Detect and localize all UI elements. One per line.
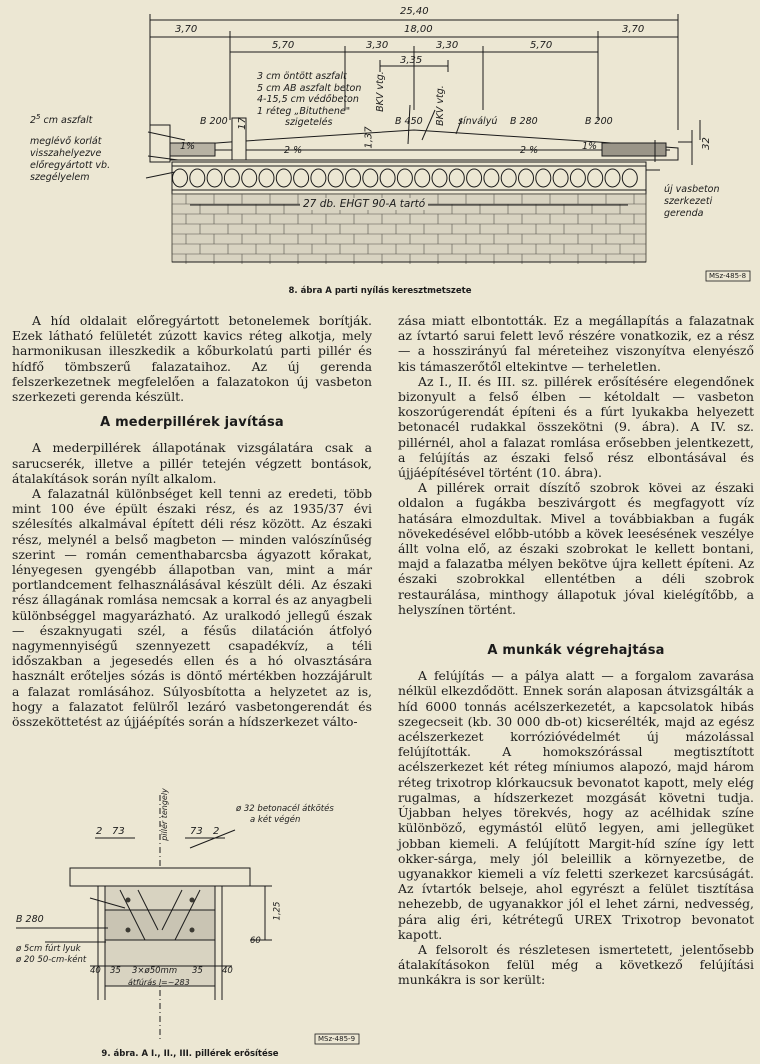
beam-section [276, 169, 291, 187]
d-gap: átfúrás l=~283 [128, 978, 190, 987]
dim-inner: 18,00 [404, 24, 433, 35]
dim-seg-left: 5,70 [272, 40, 295, 51]
beam-section [397, 169, 412, 187]
beam-section [484, 169, 499, 187]
rail-channel-label: sínvályú [458, 116, 498, 127]
figure-8-caption: 8. ábra A parti nyílás keresztmetszete [288, 286, 472, 296]
beam-section [449, 169, 464, 187]
beam-section [570, 169, 585, 187]
new-beam-3: gerenda [664, 208, 704, 219]
asphalt-frac: 5 [36, 113, 41, 121]
bar-label [236, 804, 334, 826]
bar-2: a két végén [250, 815, 301, 825]
paragraph: A mederpillérek állapotának vizsgálatára csak a sarucserék, illetve a pillér tetején végzett bontások, átalakítások során nyílt alkalom. [12, 440, 372, 486]
beam-section [519, 169, 534, 187]
dim-h-mid: 1,37 [363, 126, 375, 149]
beam-section [190, 169, 205, 187]
layer-3: 4-15,5 cm védőbeton [257, 94, 359, 105]
new-beam-1: új vasbeton [664, 184, 720, 195]
new-beam-label [664, 184, 720, 220]
beam-section [328, 169, 343, 187]
pier-axis-label: pillér tengely [159, 788, 169, 841]
section-heading: A mederpillérek javítása [100, 415, 284, 431]
b280-label: B 280 [16, 914, 44, 925]
beam-section [380, 169, 395, 187]
beam-section [588, 169, 603, 187]
new-beam-2: szerkezeti [664, 196, 713, 207]
figure-9-tag: MSz-485-9 [318, 1035, 356, 1043]
hole-label [16, 944, 86, 966]
beam-section [311, 169, 326, 187]
layer-4: 1 réteg „Bituthene" [257, 105, 351, 117]
dim-73-right: 73 [190, 826, 203, 837]
layer-5: szigetelés [285, 117, 333, 128]
railing-1: meglévő korlát [30, 136, 102, 147]
d-35-right: 35 [192, 966, 203, 976]
d-mid: 3×ø50mm [132, 966, 178, 976]
right-column [398, 313, 754, 988]
paragraph: A felsorolt és részletesen ismertetett, jelentősebb átalakításokon felül még a következő felújítási munkákra is sor került: [398, 941, 754, 988]
b280: B 280 [510, 116, 538, 127]
beam-section [553, 169, 568, 187]
beam-section [501, 169, 516, 187]
dim-h-left: 17 [236, 117, 248, 130]
beam-section [467, 169, 482, 187]
beam-section [415, 169, 430, 187]
layer-1: 3 cm öntött aszfalt [257, 71, 347, 82]
dim-seg-right: 5,70 [530, 40, 553, 51]
curb-2: szegélyelem [30, 172, 90, 183]
asphalt-label [30, 113, 92, 126]
b200-right: B 200 [585, 116, 613, 127]
beam-section [207, 169, 222, 187]
layer-2: 5 cm AB aszfalt beton [257, 82, 362, 94]
beam-section [259, 169, 274, 187]
dim-h-right: 32 [700, 137, 712, 150]
slope-4: 1% [582, 141, 598, 152]
beam-section [363, 169, 378, 187]
d-40-left: 40 [90, 966, 101, 976]
paragraph: A pillérek orrait díszítő szobrok kövei az északi oldalon a fugákba beszivárgott és megfagyott víz hatására elmozdultak. Mivel a továbbiakban a fugák növekedésével előbb-utóbb a kövek leesésének veszélye állt volna elő, az északi szobrokat le kellett bontani, majd a falazatba mélyen bekötve újra kellett építeni. Az északi szobrokkal ellentétben a déli szobrok restaurálása, minthogy állapotuk jóval kielégítőbb, a helyszínen történt. [398, 480, 754, 617]
left-column [12, 313, 372, 729]
figure-9 [10, 790, 375, 1058]
dim-73-left: 73 [112, 826, 125, 837]
asphalt-top: 2 [30, 115, 37, 127]
beam-section [242, 169, 257, 187]
beam-section [224, 169, 239, 187]
bkv-label-1: BKV vtg. [374, 71, 386, 112]
asphalt-unit: cm aszfalt [43, 115, 93, 127]
b200-left: B 200 [200, 116, 228, 127]
dim-seg-mid-left: 3,30 [366, 40, 389, 51]
railing-label [30, 136, 110, 184]
dim-center: 3,35 [400, 55, 423, 66]
beam-section [346, 169, 361, 187]
paragraph: Az I., II. és III. sz. pillérek erősítésére elegendőnek bizonyult a felső élben — kétoldalt — vasbeton koszorúgerendát építeni és a fúrt lyukakba helyezett betonacél rudakkal összekötni (9. ábra). A IV. sz. pillérnél, ahol a falazat romlása erősebben jelentkezett, a felújítás az északi felső rész elbontásával és újjáépítésével történt (10. ábra). [398, 373, 754, 481]
dim-seg-mid-right: 3,30 [436, 40, 459, 51]
railing-2: visszahelyezve [30, 148, 102, 159]
dim-side-right: 3,70 [622, 24, 645, 35]
paragraph: A felújítás — a pálya alatt — a forgalom zavarása nélkül elkezdődött. Ennek során alaposan átvizsgálták a híd 6000 tonnás acélszerkezetét, a kapcsolatok hibás szegecseit (kb. 30 000 db-ot) kicserélték, majd az egész acélszerkezet korrózióvédelmét új mázolással felújították. A homokszórással megtisztított acélszerkezet két réteg míniumos alapozó, majd három réteg trixotrop klórkaucsuk bevonatot kapott, mely elég rugalmas, a hídszerkezet mozgását követni tudja. Újabban helyes törekvés, hogy az acélhidak színe különböző, egymástól elütő legyen, ami jellegüket jobban kiemeli. A felújított Margit-híd színe így lett okker-sárga, mely jól beleillik a környezetbe, de ugyanakkor kiemeli a víz feletti szerkezet karcsúságát. Az ívtartók belseje, ahol egyrészt a felület tisztítása nehezebb, de ugyanakkor jól el lehet zárni, nedvesség, pára alig éri, kétrétegű UREX Trixotrop bevonatot kapott. [398, 668, 754, 942]
beam-section [605, 169, 620, 187]
dim-side-left: 3,70 [175, 24, 198, 35]
dim-total: 25,40 [400, 6, 429, 17]
dim-2-right: 2 [213, 826, 220, 837]
h-60: 60 [250, 936, 261, 946]
bar-1: ø 32 betonacél átkötés [236, 804, 334, 814]
hole-1: ø 5cm fúrt lyuk [16, 944, 81, 954]
layer-stack [257, 71, 361, 129]
beams-label: 27 db. EHGT 90-A tartó [300, 198, 428, 210]
paragraph: zása miatt elbontották. Ez a megállapítás a falazatnak az ívtartó sarui felett levő részére vonatkozik, ez a rész — a hosszirányú fal méreteihez viszonyítva elenyésző kis támaszerőtől eltekintve — terheletlen. [398, 313, 754, 374]
b450: B 450 [395, 116, 423, 127]
figure-9-caption: 9. ábra. A I., II., III. pillérek erősítése [101, 1049, 279, 1059]
slope-2: 2 % [284, 145, 303, 156]
figure-8 [0, 0, 760, 300]
beam-section [432, 169, 447, 187]
d-35-left: 35 [110, 966, 121, 976]
paragraph: A híd oldalait előregyártott betonelemek borítják. Ezek látható felületét zúzott kavics réteg alkotja, mely harmonikusan illeszkedik a kőburkolatú parti pillér és hídfő tömbszerű falazataihoz. Az új gerenda felszerkezetnek megfelelően a falazatokon új vasbeton szerkezeti gerenda készült. [12, 313, 372, 405]
curb-1: előregyártott vb. [30, 160, 111, 171]
bkv-label-2: BKV vtg. [434, 85, 446, 126]
paragraph: A falazatnál különbséget kell tenni az eredeti, több mint 100 éve épült északi rész, és az 1935/37 évi szélesítés alkalmával épített déli rész között. Az északi rész, melynél a belső magbeton — minden valószínűség szerint — román cementhabarcsba ágyazott kőrakat, lényegesen gyengébb állapotban van, mint a már portlandcement felhasználásával készült déli. Az északi rész állagának romlása nemcsak a korral és az anyagbeli különbséggel magyarázható. Az uralkodó jellegű észak — északnyugati szél, a fésűs dilatáción átfolyó nagymennyiségű szennyezett csapadékvíz, a téli időszakban a jegesedés ellen és a hó olvasztására használt erőteljes sózás is döntő mértékben hozzájárult a falazat romlásához. Súlyosbította a helyzetet az is, hogy a falazatot felülről lezáró vasbetongerendát és összeköttetést az újjáépítés során a hídszerkezet válto- [12, 486, 372, 730]
dim-2-left: 2 [96, 826, 103, 837]
h-125: 1,25 [272, 901, 283, 921]
beam-section [536, 169, 551, 187]
slope-1: 1% [180, 141, 196, 152]
hole-2: ø 20 50-cm-ként [16, 955, 87, 965]
section-heading: A munkák végrehajtása [487, 643, 665, 659]
beam-section [294, 169, 309, 187]
d-40-right: 40 [222, 966, 233, 976]
figure-8-tag: MSz-485-8 [709, 272, 747, 280]
slope-3: 2 % [520, 145, 539, 156]
beam-section [622, 169, 637, 187]
